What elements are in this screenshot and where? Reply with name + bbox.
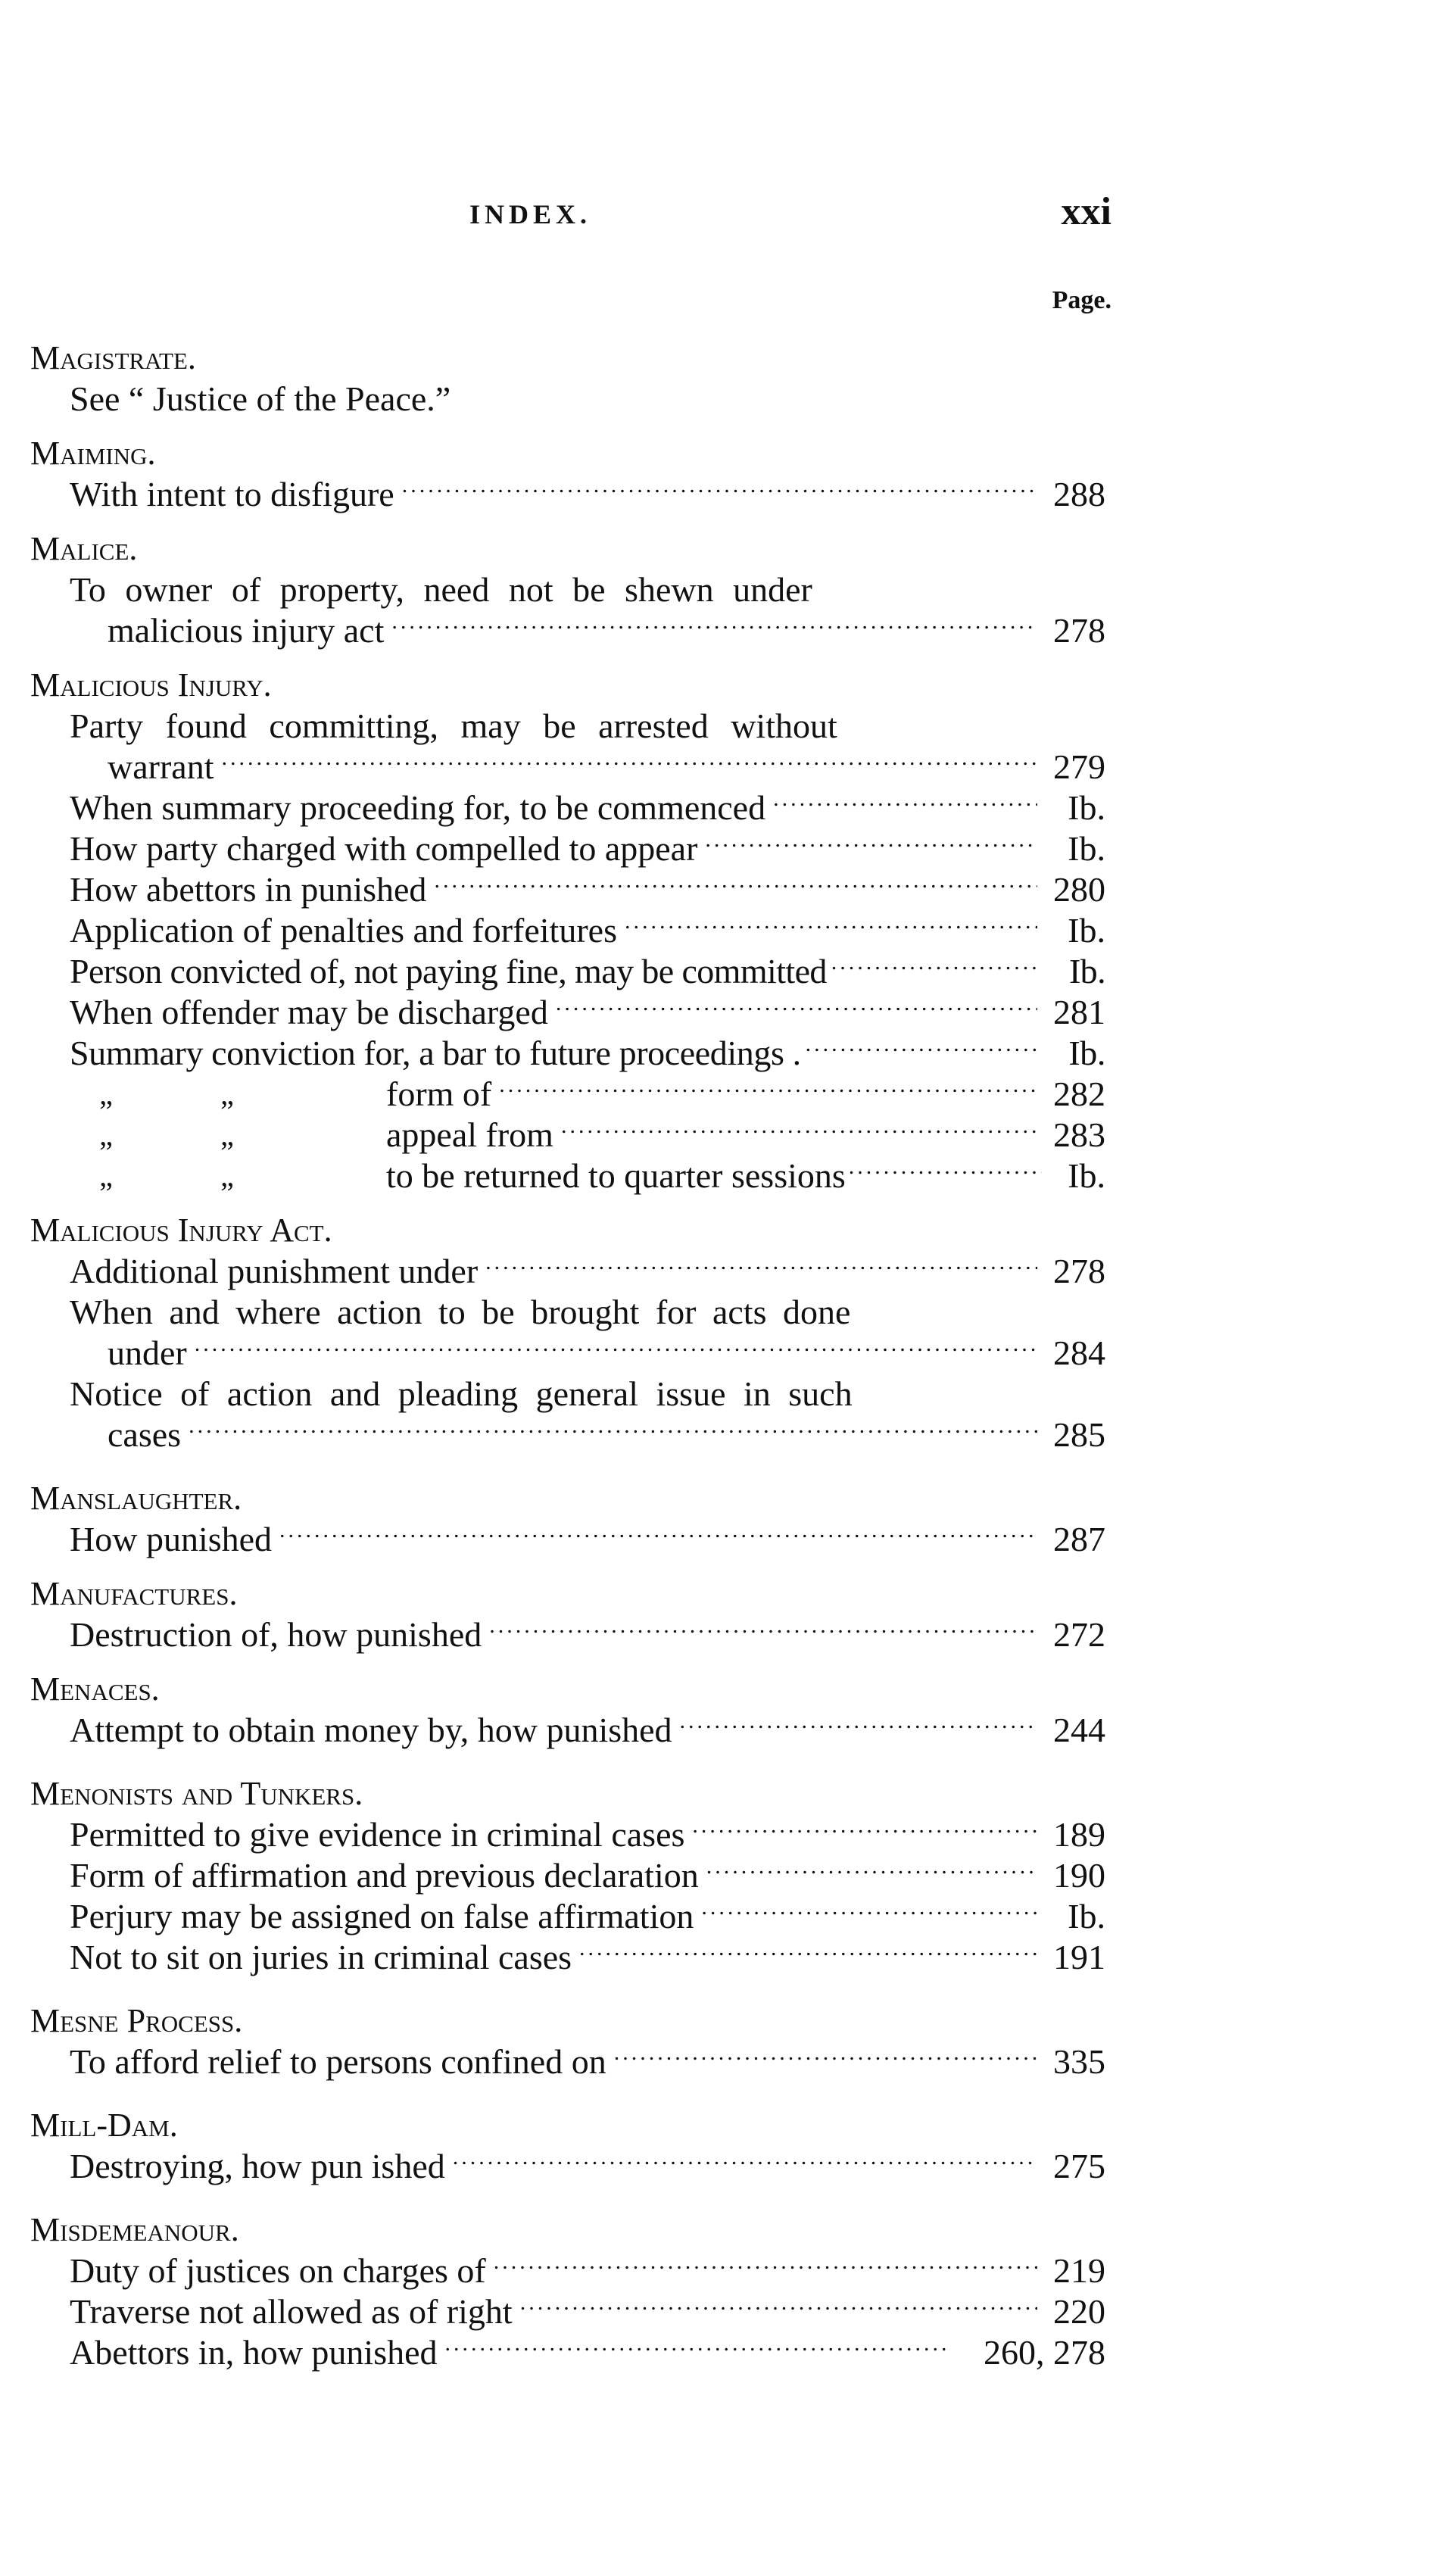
entry-text: When summary proceeding for, to be commenced — [70, 788, 766, 827]
entry-heading: Mesne Process. — [30, 2002, 243, 2039]
entry-text: cases — [108, 1415, 182, 1454]
entry-line — [30, 1519, 1105, 1560]
entry-line — [30, 1855, 1105, 1896]
dot-leader — [499, 1074, 1037, 1115]
entry-line — [30, 2250, 1105, 2291]
page-number: 260, 278 — [984, 2333, 1105, 2372]
dot-leader — [806, 1033, 1040, 1074]
entry-line — [30, 1614, 1105, 1655]
entry-line — [30, 910, 1105, 951]
entry-line — [30, 569, 1105, 610]
entry-line — [30, 1896, 1105, 1937]
page-number: 335 — [1053, 2042, 1105, 2081]
entry-heading: Menaces. — [30, 1670, 160, 1708]
page-number: 189 — [1053, 1815, 1105, 1854]
page-number: 282 — [1053, 1075, 1105, 1113]
index-entry-maiming — [30, 433, 1105, 515]
dot-leader — [189, 1415, 1037, 1455]
entry-line — [30, 1115, 1105, 1156]
page-number: 190 — [1053, 1856, 1105, 1895]
entry-line — [30, 474, 1105, 515]
index-entry-malicious-injury — [30, 665, 1105, 1196]
index-entry-menonists-and-tunkers — [30, 1773, 1105, 1978]
entry-heading: Malice. — [30, 530, 138, 567]
page-number: 278 — [1053, 1252, 1105, 1290]
page-number: Ib. — [1068, 788, 1105, 827]
page-number: 220 — [1053, 2292, 1105, 2331]
dot-leader — [561, 1115, 1037, 1156]
dot-leader — [391, 610, 1037, 651]
entry-text: Attempt to obtain money by, how punished — [70, 1711, 672, 1749]
entry-text: under — [108, 1333, 187, 1372]
entry-text: Notice of action and pleading general issue in such — [70, 1374, 853, 1413]
page-number: 278 — [1053, 611, 1105, 650]
entry-text: warrant — [108, 747, 214, 786]
ditto-mark: „ — [99, 1077, 113, 1111]
entry-line — [30, 747, 1105, 788]
page-number: 191 — [1053, 1938, 1105, 1976]
entry-text: See “ Justice of the Peace.” — [70, 379, 451, 418]
entry-line — [30, 706, 1105, 747]
page-number: 280 — [1053, 870, 1105, 909]
entry-line — [30, 788, 1105, 828]
index-entry-manufactures — [30, 1574, 1105, 1655]
entry-text: Traverse not allowed as of right — [70, 2292, 513, 2331]
dot-leader — [453, 2146, 1037, 2187]
entry-text: appeal from — [386, 1115, 553, 1154]
entry-line — [30, 1251, 1105, 1292]
page-number: 288 — [1053, 475, 1105, 513]
page-number: 281 — [1053, 993, 1105, 1031]
entry-text: Perjury may be assigned on false affirmation — [70, 1897, 694, 1935]
entry-text: When and where action to be brought for acts done — [70, 1293, 851, 1331]
page-number: 275 — [1053, 2147, 1105, 2185]
ditto-mark: „ — [220, 1159, 234, 1193]
ditto-mark: „ — [99, 1159, 113, 1193]
entry-text: How punished — [70, 1520, 273, 1558]
index-entry-manslaughter — [30, 1478, 1105, 1560]
entry-line — [30, 1292, 1105, 1333]
entry-text: How party charged with compelled to appear — [70, 829, 698, 868]
index-entry-malice — [30, 529, 1105, 651]
entry-text: With intent to disfigure — [70, 475, 394, 513]
dot-leader — [773, 788, 1037, 828]
page-folio: xxi — [1061, 190, 1111, 233]
dot-leader — [614, 2041, 1037, 2082]
entry-line — [30, 1937, 1105, 1978]
entry-text: Permitted to give evidence in criminal cases — [70, 1815, 685, 1854]
entry-line — [30, 992, 1105, 1033]
dot-leader — [556, 992, 1037, 1033]
entry-text: Summary conviction for, a bar to future proceedings . — [70, 1034, 801, 1072]
entry-line — [30, 2041, 1105, 2082]
index-entry-magistrate — [30, 338, 1105, 420]
entry-text: Party found committing, may be arrested without — [70, 706, 837, 745]
entry-text: Duty of justices on charges of — [70, 2251, 486, 2290]
entry-line — [30, 1074, 1105, 1115]
dot-leader — [680, 1710, 1037, 1751]
page-number: Ib. — [1068, 1034, 1105, 1072]
index-entry-malicious-injury-act — [30, 1210, 1105, 1455]
entry-line — [30, 2291, 1105, 2332]
dot-leader — [849, 1156, 1042, 1196]
running-title: INDEX. — [469, 199, 592, 229]
running-head — [30, 189, 1111, 242]
entry-line — [30, 2146, 1105, 2187]
dot-leader — [701, 1896, 1037, 1937]
entry-text: Person convicted of, not paying fine, may be committed — [70, 952, 827, 990]
entry-text: Application of penalties and forfeitures — [70, 911, 617, 950]
entry-heading: Malicious Injury Act. — [30, 1212, 332, 1249]
entry-text: To afford relief to persons confined on — [70, 2042, 606, 2081]
dot-leader — [434, 869, 1037, 910]
entry-line — [30, 379, 1105, 420]
entry-line — [30, 1156, 1105, 1196]
index-entry-mill-dam — [30, 2105, 1105, 2187]
dot-leader — [445, 2332, 946, 2373]
index-entry-misdemeanour — [30, 2210, 1105, 2373]
dot-leader — [221, 747, 1037, 788]
dot-leader — [195, 1333, 1037, 1374]
dot-leader — [520, 2291, 1037, 2332]
entry-line — [30, 2332, 1105, 2373]
dot-leader — [489, 1614, 1037, 1655]
page-number: 279 — [1053, 747, 1105, 786]
page-number: 283 — [1053, 1115, 1105, 1154]
entry-line — [30, 610, 1105, 651]
dot-leader — [705, 828, 1037, 869]
entry-line — [30, 951, 1105, 992]
page-number: Ib. — [1068, 911, 1105, 950]
entry-heading: Mill-Dam. — [30, 2107, 178, 2144]
entry-line — [30, 1415, 1105, 1455]
dot-leader — [494, 2250, 1037, 2291]
entry-line — [30, 1333, 1105, 1374]
entry-text: malicious injury act — [108, 611, 385, 650]
page-number: Ib. — [1068, 829, 1105, 868]
dot-leader — [831, 951, 1040, 992]
dot-leader — [402, 474, 1037, 515]
entry-text: Additional punishment under — [70, 1252, 479, 1290]
dot-leader — [279, 1519, 1037, 1560]
ditto-mark: „ — [220, 1077, 234, 1111]
entry-heading: Misdemeanour. — [30, 2211, 239, 2248]
dot-leader — [579, 1937, 1037, 1978]
page-number: Ib. — [1068, 1897, 1105, 1935]
entry-text: Destruction of, how punished — [70, 1615, 482, 1654]
index-entry-mesne-process — [30, 2001, 1105, 2082]
ditto-mark: „ — [220, 1118, 234, 1152]
entry-text: How abettors in punished — [70, 870, 427, 909]
entry-heading: Malicious Injury. — [30, 666, 272, 703]
entry-text: Form of affirmation and previous declaration — [70, 1856, 699, 1895]
entry-text: Abettors in, how punished — [70, 2333, 438, 2372]
index-page — [30, 189, 1111, 2373]
page-number: Ib. — [1068, 952, 1105, 990]
page-number: 284 — [1053, 1333, 1105, 1372]
index-entry-menaces — [30, 1669, 1105, 1751]
entry-text: To owner of property, need not be shewn under — [70, 570, 812, 609]
entry-text: Destroying, how pun ished — [70, 2147, 445, 2185]
entry-text: form of — [386, 1075, 492, 1113]
page-column-label: Page. — [1052, 286, 1111, 314]
page-number: 285 — [1053, 1415, 1105, 1454]
entry-heading: Manslaughter. — [30, 1480, 242, 1517]
dot-leader — [625, 910, 1037, 951]
entry-line — [30, 828, 1105, 869]
page-number: 287 — [1053, 1520, 1105, 1558]
entry-line — [30, 1374, 1105, 1415]
entry-line — [30, 1710, 1105, 1751]
entry-line — [30, 1033, 1105, 1074]
entry-text: to be returned to quarter sessions — [386, 1156, 846, 1195]
page-number: 272 — [1053, 1615, 1105, 1654]
page-number: 244 — [1053, 1711, 1105, 1749]
entry-line — [30, 869, 1105, 910]
page-number: Ib. — [1068, 1156, 1105, 1195]
dot-leader — [692, 1814, 1037, 1855]
entry-heading: Manufactures. — [30, 1575, 238, 1612]
dot-leader — [485, 1251, 1037, 1292]
entry-line — [30, 1814, 1105, 1855]
ditto-mark: „ — [99, 1118, 113, 1152]
entry-heading: Maiming. — [30, 435, 156, 472]
dot-leader — [706, 1855, 1037, 1896]
entry-text: When offender may be discharged — [70, 993, 548, 1031]
entry-heading: Menonists and Tunkers. — [30, 1775, 363, 1812]
page-number: 219 — [1053, 2251, 1105, 2290]
entry-heading: Magistrate. — [30, 339, 196, 376]
entry-text: Not to sit on juries in criminal cases — [70, 1938, 572, 1976]
